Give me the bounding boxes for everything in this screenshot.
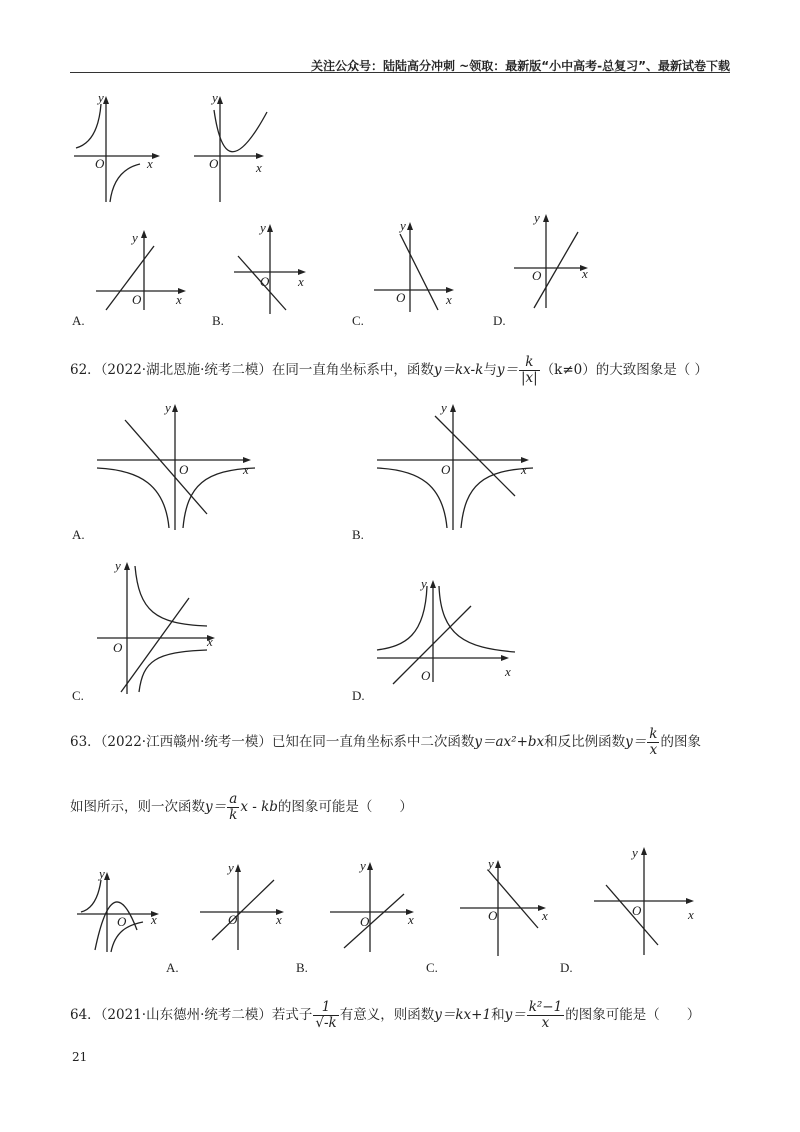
q64-fraction-2: $\frac{\text{k²−1}}{x}$ xyxy=(528,999,563,1031)
svg-text:x: x xyxy=(176,292,182,307)
svg-text:y: y xyxy=(212,90,218,105)
svg-text:y: y xyxy=(632,845,638,860)
svg-text:y: y xyxy=(441,400,447,415)
svg-text:y: y xyxy=(421,576,427,591)
svg-text:y: y xyxy=(488,856,494,871)
q62-option-d-graph xyxy=(375,576,525,686)
svg-text:y: y xyxy=(132,230,138,245)
svg-text:x: x xyxy=(505,664,511,679)
header-divider xyxy=(70,72,730,73)
q62-fraction: $\frac{k}{|x|}$ xyxy=(520,354,538,386)
svg-text:O: O xyxy=(228,912,238,927)
svg-text:x: x xyxy=(542,908,548,923)
q61-option-a-graph xyxy=(92,228,192,313)
q64-question-text: 64．（2021·山东德州·统考二模）若式子 $\frac{1}{√-k}$ 有意义，则函数y＝kx+1和y＝ $\frac{\text{k²−1}}{x}$ 的图象可能是（ ） xyxy=(70,999,701,1031)
svg-text:O: O xyxy=(132,292,142,307)
svg-text:x: x xyxy=(298,274,304,289)
q62-question-text: 62．（2022·湖北恩施·统考二模）在同一直角坐标系中，函数y＝kx-k与y＝ $\frac{k}{|x|}$ （k≠0）的大致图象是（ ） xyxy=(70,354,709,386)
svg-text:O: O xyxy=(117,914,127,929)
svg-text:x: x xyxy=(243,462,249,477)
svg-text:x: x xyxy=(207,634,213,649)
svg-text:O: O xyxy=(209,156,219,171)
q61-option-c-graph xyxy=(370,220,465,315)
page-header: 关注公众号：陆陆高分冲刺 ~领取：最新版“小中高考-总复习”、最新试卷下载 xyxy=(311,59,730,73)
q63-option-c-label[interactable]: C. xyxy=(426,960,438,975)
svg-text:O: O xyxy=(179,462,189,477)
svg-text:O: O xyxy=(396,290,406,305)
svg-text:O: O xyxy=(441,462,451,477)
q63-option-a-graph xyxy=(198,862,293,952)
q61-option-c-label[interactable]: C. xyxy=(352,313,364,328)
q62-option-a-graph xyxy=(95,400,260,532)
q62-option-b-label[interactable]: B. xyxy=(352,527,364,542)
q64-fraction-1: $\frac{1}{√-k}$ xyxy=(315,999,337,1031)
svg-text:x: x xyxy=(147,156,153,171)
q61-option-a-label[interactable]: A. xyxy=(72,313,85,328)
svg-text:x: x xyxy=(276,912,282,927)
svg-text:y: y xyxy=(228,860,234,875)
svg-text:O: O xyxy=(488,908,498,923)
svg-text:x: x xyxy=(688,907,694,922)
q62-option-c-label[interactable]: C. xyxy=(72,688,84,703)
svg-text:y: y xyxy=(165,400,171,415)
q62-option-c-graph xyxy=(95,556,225,696)
q62-option-a-label[interactable]: A. xyxy=(72,527,85,542)
svg-text:y: y xyxy=(400,218,406,233)
svg-text:x: x xyxy=(151,912,157,927)
svg-text:x: x xyxy=(256,160,262,175)
q61-option-b-label[interactable]: B. xyxy=(212,313,224,328)
q61-option-d-graph xyxy=(512,210,602,310)
svg-text:y: y xyxy=(534,210,540,225)
svg-text:O: O xyxy=(421,668,431,683)
page-number: 21 xyxy=(72,1050,88,1064)
q63-option-a-label[interactable]: A. xyxy=(166,960,179,975)
q62-option-d-label[interactable]: D. xyxy=(352,688,365,703)
q63-fraction-2: $\frac{a}{k}$ xyxy=(229,791,238,823)
q63-option-b-graph xyxy=(328,860,423,955)
q62-option-b-graph xyxy=(375,400,540,532)
svg-text:x: x xyxy=(521,462,527,477)
q63-option-d-graph xyxy=(592,843,702,958)
svg-text:y: y xyxy=(99,866,105,881)
svg-text:O: O xyxy=(260,274,270,289)
q63-question-text-line2: 如图所示，则一次函数y＝ $\frac{a}{k}$ x - kb的图象可能是（ ） xyxy=(70,791,413,823)
q61-option-b-graph xyxy=(232,222,322,317)
svg-text:O: O xyxy=(632,903,642,918)
q63-option-b-label[interactable]: B. xyxy=(296,960,308,975)
svg-text:O: O xyxy=(95,156,105,171)
svg-text:O: O xyxy=(360,914,370,929)
svg-text:y: y xyxy=(260,220,266,235)
svg-text:y: y xyxy=(98,90,104,105)
q63-fraction-1: $\frac{k}{x}$ xyxy=(649,726,658,758)
q61-option-d-label[interactable]: D. xyxy=(493,313,506,328)
q63-question-text-line1: 63．（2022·江西赣州·统考一模）已知在同一直角坐标系中二次函数y＝ax²+bx和反比例函数y＝ $\frac{k}{x}$ 的图象 xyxy=(70,726,701,758)
q61-given-graph-parabola xyxy=(192,92,277,204)
svg-text:O: O xyxy=(532,268,542,283)
q63-option-c-graph xyxy=(458,858,558,958)
svg-text:O: O xyxy=(113,640,123,655)
q61-given-graph-hyperbola xyxy=(70,92,170,204)
svg-text:x: x xyxy=(408,912,414,927)
svg-text:y: y xyxy=(360,858,366,873)
svg-text:y: y xyxy=(115,558,121,573)
q63-given-graph xyxy=(75,866,170,955)
svg-text:x: x xyxy=(582,266,588,281)
q63-option-d-label[interactable]: D. xyxy=(560,960,573,975)
svg-text:x: x xyxy=(446,292,452,307)
